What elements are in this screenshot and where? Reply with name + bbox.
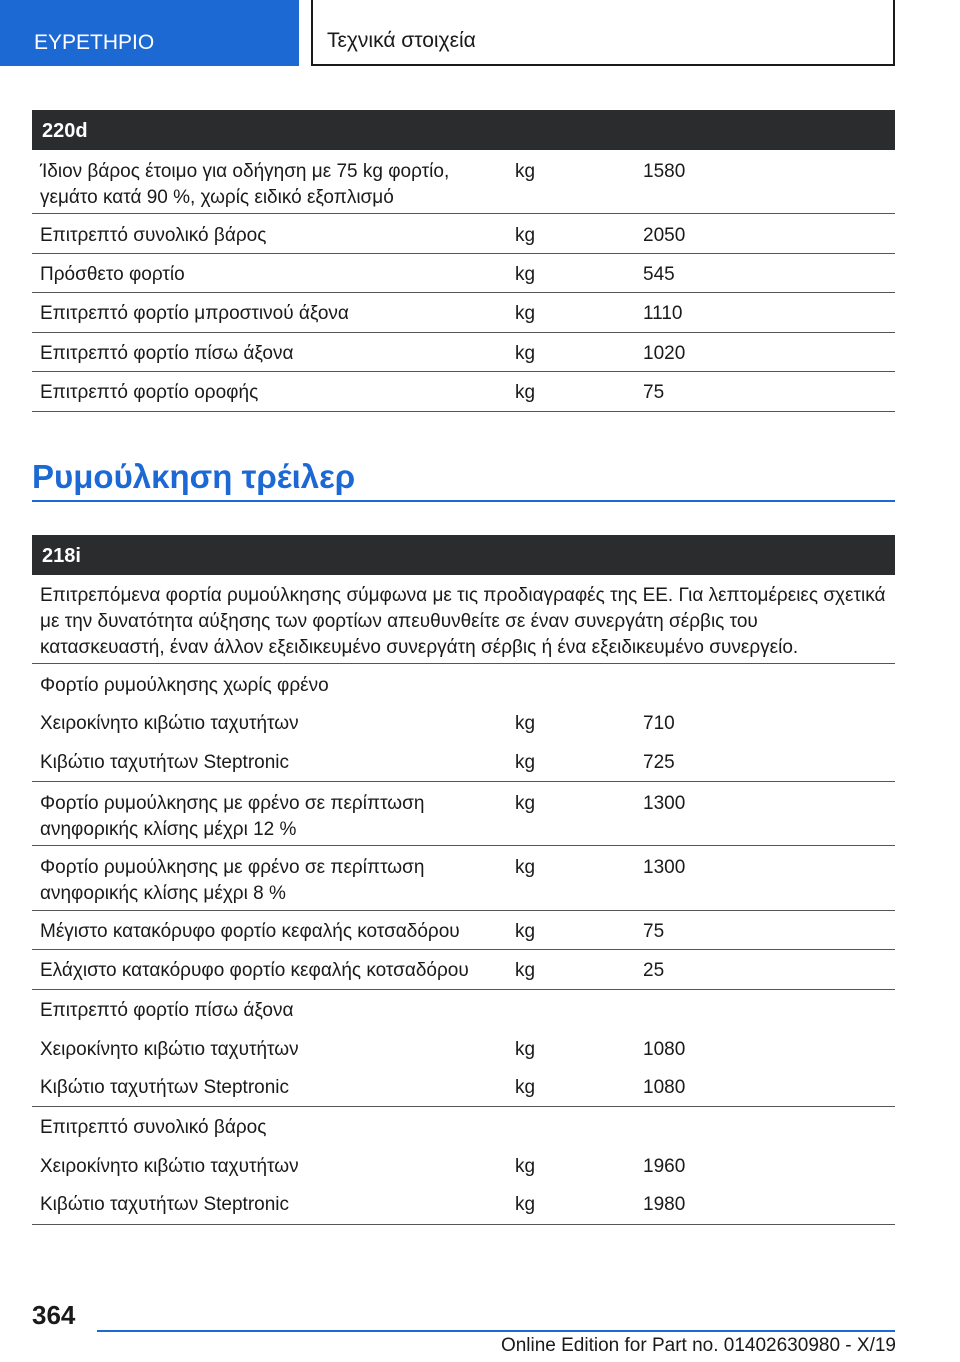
row-unit: kg (515, 225, 536, 246)
table-row (32, 254, 895, 293)
row-value: 1080 (643, 1039, 686, 1060)
table-row (32, 703, 895, 742)
note-text: Επιτρεπόμενα φορτία ρυμούλκησης σύμφωνα με τις προδιαγραφές της ΕΕ. Για λεπτομέρειες σχετικά με την δυνατότητα αύξησης των φορτίων απευθυνθείτε σε έναν συνεργάτη σέρβις του κατασκευαστή, έναν άλλον εξειδικευμένο συνεργάτη σέρβις ή ένα εξειδικευμένο συνεργείο. (40, 585, 886, 658)
table-row (32, 742, 895, 782)
table-row (32, 1185, 895, 1225)
row-value: 545 (643, 264, 675, 285)
table-title: 218i (32, 535, 895, 575)
page-number: 364 (32, 1300, 76, 1330)
row-unit: kg (515, 1194, 536, 1215)
row-unit: kg (515, 752, 536, 773)
row-value: 710 (643, 713, 675, 734)
table-row (32, 1107, 895, 1146)
row-label: Μέγιστο κατακόρυφο φορτίο κεφαλής κοτσαδόρου (40, 921, 460, 942)
row-unit: kg (515, 793, 536, 814)
row-unit: kg (515, 1039, 536, 1060)
row-label: Κιβώτιο ταχυτήτων Steptronic (40, 1077, 290, 1098)
section-heading: Ρυμούλκηση τρέιλερ (32, 458, 356, 495)
row-unit: kg (515, 857, 536, 878)
row-value: 1300 (643, 857, 686, 878)
section-tab: Τεχνικά στοιχεία (311, 0, 895, 66)
row-label: Φορτίο ρυμούλκησης χωρίς φρένο (40, 675, 329, 696)
table-row (32, 990, 895, 1029)
table-row (32, 950, 895, 990)
row-value: 1960 (643, 1156, 686, 1177)
row-label: Επιτρεπτό φορτίο οροφής (40, 382, 259, 403)
table-row (32, 1029, 895, 1068)
row-value: 1300 (643, 793, 686, 814)
row-unit: kg (515, 960, 536, 981)
row-unit: kg (515, 1077, 536, 1098)
row-label: Πρόσθετο φορτίο (40, 264, 185, 285)
row-value: 75 (643, 382, 665, 403)
table-row (32, 1068, 895, 1107)
table-row (32, 846, 895, 911)
row-unit: kg (515, 343, 536, 364)
table-row (32, 333, 895, 372)
row-unit: kg (515, 713, 536, 734)
table-row (32, 293, 895, 333)
page-header (0, 0, 960, 66)
row-value: 1980 (643, 1194, 686, 1215)
row-label: Επιτρεπτό συνολικό βάρος (40, 225, 267, 246)
row-label: Κιβώτιο ταχυτήτων Steptronic (40, 1194, 290, 1215)
row-label: Φορτίο ρυμούλκησης με φρένο σε περίπτωση ανηφορικής κλίσης μέχρι 12 % (40, 793, 425, 840)
table-row (32, 782, 895, 846)
index-tab[interactable]: ΕΥΡΕΤΗΡΙΟ (0, 0, 299, 66)
spec-table-218i (32, 535, 895, 1225)
row-unit: kg (515, 161, 536, 182)
row-label: Χειροκίνητο κιβώτιο ταχυτήτων (40, 1039, 299, 1060)
row-label: Χειροκίνητο κιβώτιο ταχυτήτων (40, 1156, 299, 1177)
table-row (32, 214, 895, 254)
table-row (32, 150, 895, 214)
row-label: Χειροκίνητο κιβώτιο ταχυτήτων (40, 713, 299, 734)
row-label: Ίδιον βάρος έτοιμο για οδήγηση με 75 kg φορτίο, γεμάτο κατά 90 %, χωρίς ειδικό εξοπλισμό (40, 161, 450, 208)
row-unit: kg (515, 382, 536, 403)
row-label: Ελάχιστο κατακόρυφο φορτίο κεφαλής κοτσαδόρου (40, 960, 469, 981)
table-row (32, 664, 895, 703)
row-unit: kg (515, 1156, 536, 1177)
row-unit: kg (515, 264, 536, 285)
row-value: 725 (643, 752, 675, 773)
table-note (32, 575, 895, 664)
row-value: 1580 (643, 161, 686, 182)
spec-table-220d (32, 110, 895, 412)
row-label: Κιβώτιο ταχυτήτων Steptronic (40, 752, 290, 773)
row-label: Επιτρεπτό φορτίο πίσω άξονα (40, 1000, 294, 1021)
row-unit: kg (515, 303, 536, 324)
row-value: 1020 (643, 343, 686, 364)
row-label: Επιτρεπτό φορτίο μπροστινού άξονα (40, 303, 349, 324)
table-row (32, 911, 895, 950)
row-label: Επιτρεπτό φορτίο πίσω άξονα (40, 343, 294, 364)
row-value: 25 (643, 960, 665, 981)
row-value: 2050 (643, 225, 686, 246)
row-value: 1110 (643, 303, 683, 324)
row-label: Φορτίο ρυμούλκησης με φρένο σε περίπτωση ανηφορικής κλίσης μέχρι 8 % (40, 857, 425, 904)
row-unit: kg (515, 921, 536, 942)
footer-divider (97, 1330, 895, 1332)
row-value: 1080 (643, 1077, 686, 1098)
table-row (32, 1146, 895, 1185)
row-label: Επιτρεπτό συνολικό βάρος (40, 1117, 267, 1138)
table-title: 220d (32, 110, 895, 150)
table-row (32, 372, 895, 412)
row-value: 75 (643, 921, 665, 942)
edition-text: Online Edition for Part no. 01402630980 - X/19 (500, 1335, 896, 1356)
section-divider (32, 500, 895, 502)
